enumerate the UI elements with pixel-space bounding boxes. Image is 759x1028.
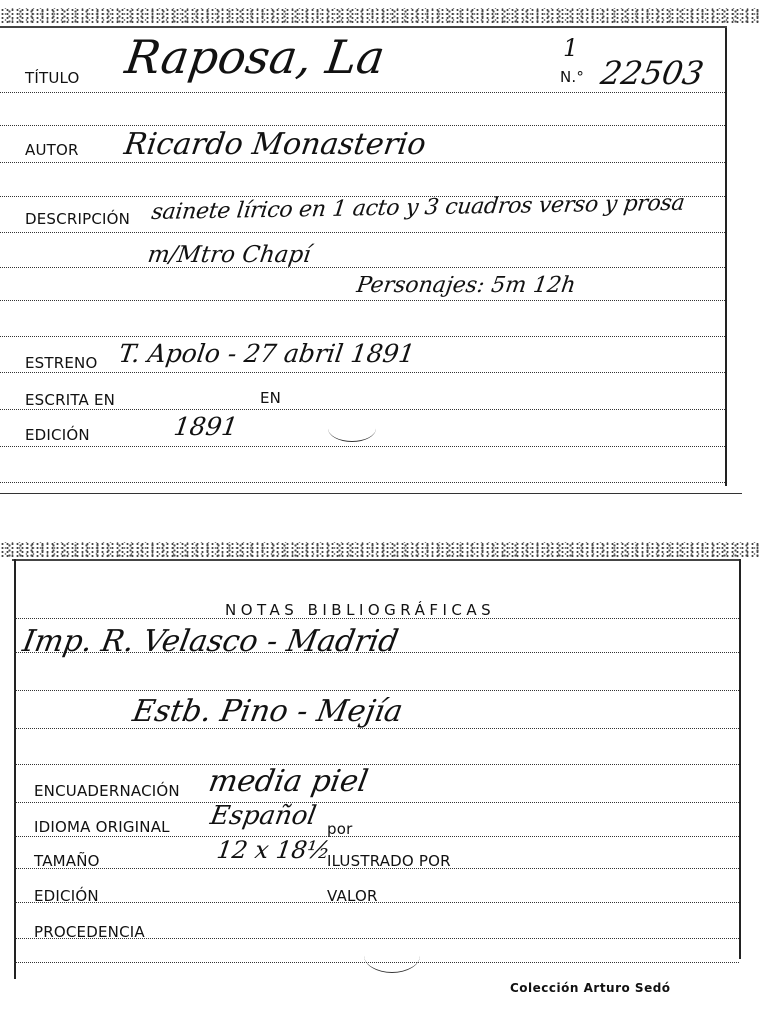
title-label: TÍTULO [25, 69, 80, 87]
rule-line [14, 836, 739, 837]
rule-line [14, 802, 739, 803]
translator-label: por [327, 820, 353, 838]
written-in-year-label: EN [260, 389, 282, 407]
premiere-value: T. Apolo - 27 abril 1891 [117, 339, 417, 368]
size-value: 12 x 18½ [215, 836, 333, 864]
rule-line [14, 690, 739, 691]
author-value: Ricardo Monasterio [122, 127, 429, 162]
card-left-border [14, 559, 16, 979]
collection-footer: Colección Arturo Sedó [510, 981, 671, 995]
card-right-border [725, 26, 727, 486]
rule-line [0, 446, 725, 447]
rule-line [0, 125, 725, 126]
card-right-border [739, 559, 741, 959]
card-top-border [0, 26, 727, 28]
description-value-line3: Personajes: 5m 12h [355, 273, 578, 298]
description-value-line1: sainete lírico en 1 acto y 3 cuadros verso y prosa [150, 190, 686, 225]
rule-line [0, 267, 725, 268]
description-label: DESCRIPCIÓN [25, 210, 131, 228]
provenance-label: PROCEDENCIA [34, 923, 145, 941]
author-label: AUTOR [25, 141, 79, 159]
description-value-line2: m/Mtro Chapí [146, 242, 313, 268]
rule-line [0, 92, 725, 93]
number-mark: 1 [563, 34, 579, 62]
rule-line [0, 409, 725, 410]
rule-line [0, 232, 725, 233]
card-top-border [12, 559, 741, 561]
rule-line [0, 482, 725, 483]
notes-value-line1: Imp. R. Velasco - Madrid [20, 624, 401, 659]
card-top-edge [0, 8, 759, 24]
rule-line [0, 300, 725, 301]
number-label: N.° [560, 68, 585, 86]
illustrated-by-label: ILUSTRADO POR [327, 852, 451, 870]
premiere-label: ESTRENO [25, 354, 98, 372]
card-bottom-edge [0, 493, 742, 494]
original-language-label: IDIOMA ORIGINAL [34, 818, 170, 836]
notes-heading: NOTAS BIBLIOGRÁFICAS [225, 601, 496, 619]
catalog-card-bottom [0, 540, 759, 1028]
card-top-edge [0, 542, 759, 558]
edition-label: EDICIÓN [25, 426, 90, 444]
punch-hole-mark [328, 415, 376, 442]
value-label: VALOR [327, 887, 378, 905]
size-label: TAMAÑO [34, 852, 100, 870]
number-value: 22503 [598, 54, 707, 92]
notes-value-line2: Estb. Pino - Mejía [130, 694, 406, 729]
original-language-value: Español [208, 801, 319, 831]
rule-line [0, 336, 725, 337]
edition-value: 1891 [172, 412, 240, 441]
rule-line [0, 372, 725, 373]
rule-line [0, 162, 725, 163]
punch-hole-mark [364, 938, 420, 973]
edition-label: EDICIÓN [34, 887, 99, 905]
catalog-card-top [0, 0, 759, 500]
binding-label: ENCUADERNACIÓN [34, 782, 180, 800]
rule-line [14, 764, 739, 765]
title-value: Raposa, La [122, 30, 389, 84]
binding-value: media piel [206, 764, 371, 799]
written-in-label: ESCRITA EN [25, 391, 116, 409]
